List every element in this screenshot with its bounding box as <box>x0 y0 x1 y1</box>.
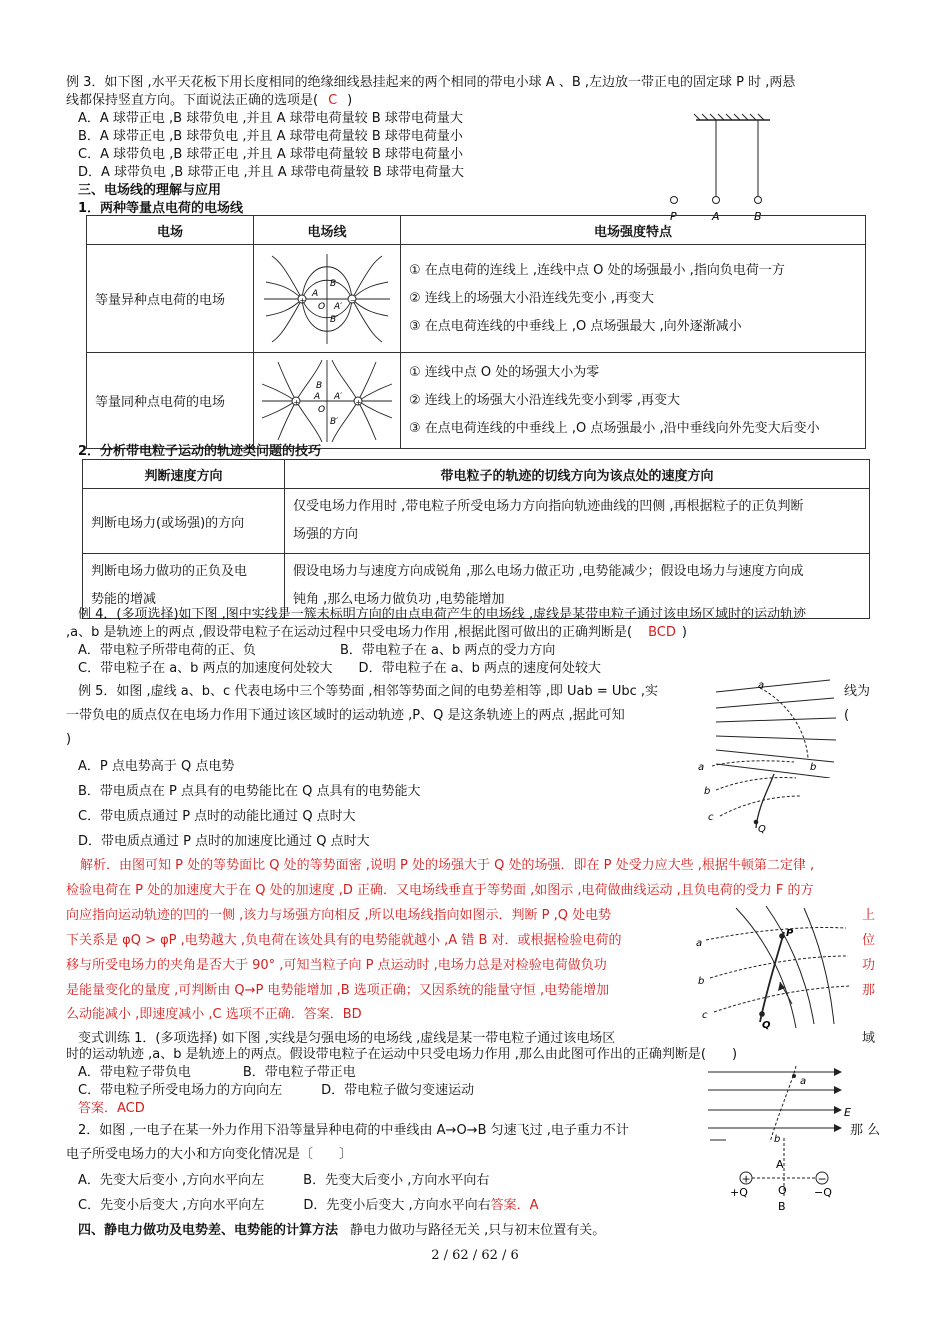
work-desc-line-2: 钝角 ,那么电场力做负功 ,电势能增加 <box>293 592 505 607</box>
ex3-option-d: D．A 球带负电 ,B 球带正电 ,并且 A 球带电荷量较 B 球带电荷量大 <box>78 165 464 180</box>
ex4-option-b: B．带电粒子在 a、b 两点的受力方向 <box>340 643 556 658</box>
force-desc-line-1: 仅受电场力作用时 ,带电粒子所受电场力方向指向轨迹曲线的凹侧 ,再根据粒子的正负判断 <box>293 499 804 514</box>
q2-line-1: 2．如图 ,一电子在某一外力作用下沿等量异种电荷的中垂线由 A→O→B 匀速飞过 ,电子重力不计 <box>78 1123 629 1138</box>
var1-label-e: E <box>844 1106 851 1119</box>
section-3-title: 三、电场线的理解与应用 <box>78 183 222 198</box>
q2-label-plus-q: +Q <box>730 1186 748 1199</box>
pendulum-figure <box>660 112 780 224</box>
table2-row-force-name: 判断电场力(或场强)的方向 <box>83 489 285 554</box>
q2-answer: 答案．A <box>490 1198 539 1213</box>
fig2-label-a: A <box>314 391 321 402</box>
q2-minus-sign: − <box>817 1172 827 1186</box>
same-charges-figure <box>254 354 400 448</box>
svg-text:+: + <box>299 296 306 304</box>
q2-label-a: A <box>776 1158 784 1171</box>
ex5-label-b: b <box>704 786 711 797</box>
opposite-point-1: ① 在点电荷的连线上 ,连线中点 O 处的场强最小 ,指向负电荷一方 <box>409 262 785 278</box>
analysis-line-4: 下关系是 φQ > φP ,电势越大 ,负电荷在该处具有的电势能就越小 ,A 错 B 对．或根据检验电荷的 <box>66 933 622 948</box>
section-4 <box>78 1222 605 1240</box>
analysis-label-q: Q <box>762 1020 771 1031</box>
same-point-2: ② 连线上的场强大小沿连线先变小到零 ,再变大 <box>409 392 681 408</box>
ex4-label-a: a <box>758 680 765 691</box>
ex3-stem-1: 例 3．如下图 ,水平天花板下用长度相同的绝缘细线悬挂起来的两个相同的带电小球 A 、B ,左边放一带正电的固定球 P 时 ,两悬 <box>66 75 796 90</box>
var1-field-figure <box>704 1062 854 1144</box>
q2-line-2: 电子所受电场力的大小和方向变化情况是〔 〕 <box>66 1147 353 1162</box>
opposite-point-2: ② 连线上的场强大小沿连线先变小 ,再变大 <box>409 290 655 306</box>
trajectory-table <box>82 459 870 619</box>
ex5-option-d: D．带电质点通过 P 点时的加速度比通过 Q 点时大 <box>78 834 370 849</box>
fig1-label-o: O <box>318 301 326 312</box>
force-desc-line-2: 场强的方向 <box>293 527 359 542</box>
analysis-line-6: 是能量变化的量度 ,可判断由 Q→P 电势能增加 ,B 选项正确；又因系统的能量守恒 ,电势能增加 <box>66 983 610 998</box>
svg-text:+: + <box>293 398 300 406</box>
analysis-line-1: 解析．由图可知 P 处的等势面比 Q 处的等势面密 ,说明 P 处的场强大于 Q 处的场强．即在 P 处受力应大些 ,根据牛顿第二定律 , <box>80 858 815 873</box>
fig2-label-b2: B′ <box>330 416 339 427</box>
ex5-label-a: a <box>698 762 705 773</box>
table1-row-opposite-figure <box>254 245 401 353</box>
ex5-line-2-tail: ( <box>844 708 850 723</box>
table2-row-force-desc <box>285 489 870 554</box>
analysis-label-p: P <box>786 928 794 939</box>
q2-option-ab: A．先变大后变小 ,方向水平向左 B．先变大后变小 ,方向水平向右 <box>78 1173 490 1188</box>
analysis-line-5-tail: 功 <box>862 958 876 973</box>
var1-label-b: b <box>774 1134 781 1144</box>
ex5-label-q: Q <box>758 824 766 834</box>
q2-charges-figure <box>706 1136 856 1216</box>
q2-option-cd-line <box>78 1197 539 1215</box>
q2-label-o: O <box>778 1184 787 1197</box>
ex5-label-c: c <box>708 812 714 823</box>
analysis-line-6-tail: 那 <box>862 983 876 998</box>
ex3-option-c: C．A 球带负电 ,B 球带正电 ,并且 A 球带电荷量较 B 球带电荷量小 <box>78 147 464 162</box>
ex3-stem-2 <box>66 92 352 110</box>
fig2-label-a2: A′ <box>334 391 343 402</box>
svg-text:−: − <box>350 296 356 304</box>
ex4-line-2-text: ,a、b 是轨迹上的两点 ,假设带电粒子在运动过程中只受电场力作用 ,根据此图可做出的正确判断是( <box>66 625 633 640</box>
analysis-line-2: 检验电荷在 P 处的加速度大于在 Q 处的加速度 ,D 正确．又电场线垂直于等势面 ,如图示 ,电荷做曲线运动 ,且负电荷的受力 F 的方 <box>66 883 814 898</box>
var1-line-1: 变式训练 1．(多项选择) 如下图 ,实线是匀强电场的电场线 ,虚线是某一带电粒子通过该电场区 <box>78 1031 616 1046</box>
ex4-answer: BCD <box>648 625 676 640</box>
ex4-label-b: b <box>810 762 817 773</box>
fig1-label-a2: A′ <box>334 301 343 312</box>
table1-row-opposite-name: 等量异种点电荷的电场 <box>87 245 254 353</box>
analysis-line-7-text: 么动能减小 ,即速度减小 ,C 选项不正确． <box>66 1007 304 1022</box>
ex4-option-a: A．带电粒子所带电荷的正、负 <box>78 643 256 658</box>
opposite-point-3: ③ 在点电荷连线的中垂线上 ,O 点场强最大 ,向外逐渐减小 <box>409 318 742 334</box>
var1-line-2: 时的运动轨迹 ,a、b 是轨迹上的两点。假设带电粒子在运动中只受电场力作用 ,那么由此图可作出的正确判断是( ) <box>66 1047 738 1062</box>
same-point-3: ③ 在点电荷连线的中垂线上 ,O 点场强最小 ,沿中垂线向外先变大后变小 <box>409 420 820 436</box>
ex5-option-c: C．带电质点通过 P 点时的动能比通过 Q 点时大 <box>78 809 356 824</box>
table1-header-strength: 电场强度特点 <box>401 216 866 245</box>
table2-header-1: 判断速度方向 <box>83 460 285 489</box>
analysis-label-b: b <box>698 976 705 987</box>
analysis-figure <box>696 904 856 1032</box>
fig2-label-o: O <box>318 404 326 415</box>
svg-text:+: + <box>355 398 362 406</box>
q2-label-minus-q: −Q <box>814 1186 832 1199</box>
work-name-line-1: 判断电场力做功的正负及电 <box>91 564 248 579</box>
table1-row-opposite-points <box>401 245 866 353</box>
fig1-label-a: A <box>312 288 319 299</box>
var1-option-cd: C．带电粒子所受电场力的方向向左 D．带电粒子做匀变速运动 <box>78 1083 475 1098</box>
section-3-sub-2: 2．分析带电粒子运动的轨迹类问题的技巧 <box>78 444 322 459</box>
ex5-line-1: 例 5．如图 ,虚线 a、b、c 代表电场中三个等势面 ,相邻等势面之间的电势差相等 ,即 Uab = Ubc ,实 <box>78 684 659 699</box>
ex3-stem-text: 线都保持竖直方向。下面说法正确的选项是( <box>66 93 319 108</box>
ex4-line-2 <box>66 624 687 642</box>
page-footer: 2 / 62 / 62 / 6 <box>431 1248 519 1263</box>
work-name-line-2: 势能的增减 <box>91 592 157 607</box>
ex4-line-1: 例 4．(多项选择)如下图 ,图中实线是一簇未标明方向的由点电荷产生的电场线 ,虚线是某带电粒子通过该电场区域时的运动轨迹 <box>78 607 807 622</box>
ex5-line-3: ) <box>66 732 72 747</box>
analysis-line-5: 移与所受电场力的夹角是否大于 90° ,可知当粒子向 P 点运动时 ,电场力总是对检验电荷做负功 <box>66 958 607 973</box>
ex3-answer: C <box>328 93 338 108</box>
var1-option-ab: A．带电粒子带负电 B．带电粒子带正电 <box>78 1065 356 1080</box>
ex3-option-b: B．A 球带正电 ,B 球带负电 ,并且 A 球带电荷量较 B 球带电荷量小 <box>78 129 463 144</box>
table1-row-same-name: 等量同种点电荷的电场 <box>87 353 254 449</box>
label-b: B <box>754 210 762 223</box>
table1-header-lines: 电场线 <box>254 216 401 245</box>
ex3-stem-close: ) <box>347 93 353 108</box>
ex5-option-b: B．带电质点在 P 点具有的电势能比在 Q 点具有的电势能大 <box>78 784 421 799</box>
fig1-label-b: B <box>330 278 337 289</box>
section-4-text: 静电力做功与路径无关 ,只与初末位置有关。 <box>350 1223 606 1238</box>
q2-line-1-tail: 那 么 <box>850 1123 881 1138</box>
field-line-table <box>86 215 866 449</box>
analysis-label-c: c <box>702 1010 708 1021</box>
q2-plus-sign: + <box>741 1172 751 1186</box>
section-3-sub-1: 1．两种等量点电荷的电场线 <box>78 201 244 216</box>
ex5-line-1-tail: 线为 <box>844 684 871 699</box>
ex4-line-2-close: ) <box>681 625 687 640</box>
table2-header-2: 带电粒子的轨迹的切线方向为该点处的速度方向 <box>285 460 870 489</box>
analysis-line-7 <box>66 1006 362 1024</box>
analysis-label-a: a <box>696 938 703 949</box>
analysis-answer: 答案．BD <box>303 1007 362 1022</box>
ex4-option-cd: C．带电粒子在 a、b 两点的加速度何处较大 D．带电粒子在 a、b 两点的速度何处较大 <box>78 661 602 676</box>
ex5-line-2: 一带负电的质点仅在电场力作用下通过该区域时的运动轨迹 ,P、Q 是这条轨迹上的两点 ,据此可知 <box>66 708 625 723</box>
table1-row-same-points <box>401 353 866 449</box>
ex3-option-a: A．A 球带正电 ,B 球带负电 ,并且 A 球带电荷量较 B 球带电荷量大 <box>78 111 463 126</box>
analysis-line-3-tail: 上 <box>862 908 876 923</box>
same-point-1: ① 连线中点 O 处的场强大小为零 <box>409 364 600 380</box>
label-p: P <box>670 210 677 223</box>
opposite-charges-figure <box>254 246 400 352</box>
q2-label-b: B <box>778 1200 786 1213</box>
ex5-equipotential-figure <box>696 752 806 834</box>
table1-row-same-figure <box>254 353 401 449</box>
work-desc-line-1: 假设电场力与速度方向成锐角 ,那么电场力做正功 ,电势能减少；假设电场力与速度方向成 <box>293 564 804 579</box>
var1-line-1-tail: 域 <box>862 1031 876 1046</box>
analysis-line-4-tail: 位 <box>862 933 876 948</box>
ex5-option-a: A．P 点电势高于 Q 点电势 <box>78 759 235 774</box>
fig2-label-b: B <box>316 380 323 391</box>
label-a: A <box>712 210 720 223</box>
var1-label-a: a <box>800 1076 807 1087</box>
var1-answer: 答案．ACD <box>78 1101 145 1116</box>
table1-header-field: 电场 <box>87 216 254 245</box>
fig1-label-b2: B′ <box>330 314 339 325</box>
q2-option-cd: C．先变小后变大 ,方向水平向左 D．先变小后变大 ,方向水平向右 <box>78 1198 491 1213</box>
section-4-title: 四、静电力做功及电势差、电势能的计算方法 <box>78 1223 339 1238</box>
analysis-line-3: 向应指向运动轨迹的凹的一侧 ,该力与场强方向相反 ,所以电场线指向如图示．判断 P ,Q 处电势 <box>66 908 612 923</box>
